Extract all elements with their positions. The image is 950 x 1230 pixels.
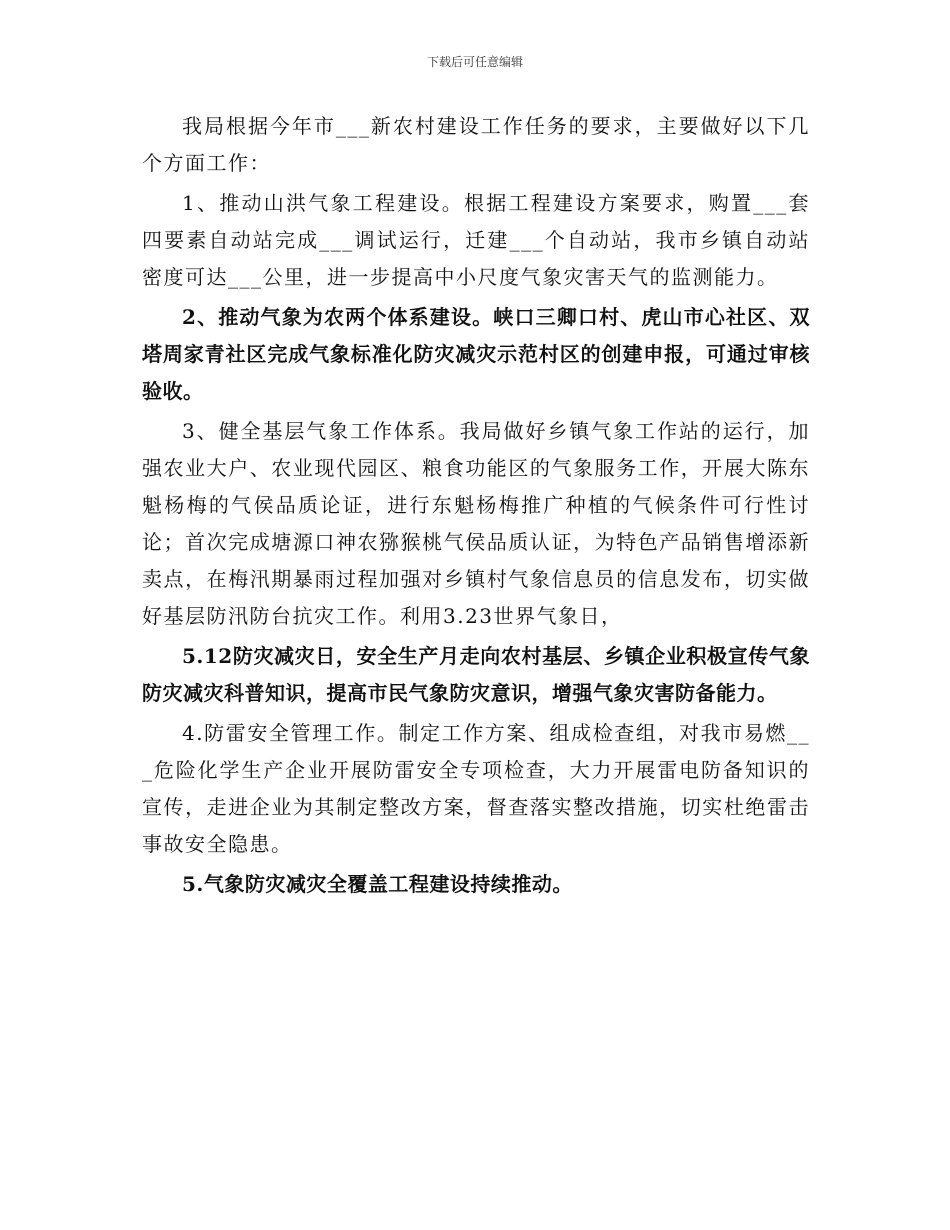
paragraph-item-3: 3、健全基层气象工作体系。我局做好乡镇气象工作站的运行，加强农业大户、农业现代园区、粮食功能区的气象服务工作，开展大陈东魁杨梅的气侯品质论证，进行东魁杨梅推广种植的气候条件可行性讨论；首次完成塘源口神农猕猴桃气侯品质认证，为特色产品销售增添新卖点，在梅汛期暴雨过程加强对乡镇村气象信息员的信息发布，切实做好基层防汛防台抗灾工作。利用3.23世界气象日， — [142, 419, 810, 628]
paragraph-item-1: 1、推动山洪气象工程建设。根据工程建设方案要求，购置___套四要素自动站完成___调试运行，迁建___个自动站，我市乡镇自动站密度可达___公里，进一步提高中小尺度气象灾害天气的监测能力。 — [142, 191, 810, 289]
paragraph-item-2: 2、推动气象为农两个体系建设。峡口三卿口村、虎山市心社区、双塔周家青社区完成气象标准化防灾减灾示范村区的创建申报，可通过审核验收。 — [142, 305, 810, 403]
paragraph-intro: 我局根据今年市___新农村建设工作任务的要求，主要做好以下几个方面工作： — [142, 114, 810, 175]
paragraph-item-3-continued: 5.12防灾减灾日，安全生产月走向农村基层、乡镇企业积极宣传气象防灾减灾科普知识，提高市民气象防灾意识，增强气象灾害防备能力。 — [142, 644, 810, 705]
document-body — [142, 108, 810, 903]
page-header: 下载后可任意编辑 — [426, 55, 523, 69]
paragraph-item-4: 4.防雷安全管理工作。制定工作方案、组成检查组，对我市易燃___危险化学生产企业开展防雷安全专项检查，大力开展雷电防备知识的宣传，走进企业为其制定整改方案，督查落实整改措施，切实杜绝雷击事故安全隐患。 — [142, 721, 810, 856]
paragraph-item-5: 5.气象防灾减灾全覆盖工程建设持续推动。 — [182, 872, 573, 896]
